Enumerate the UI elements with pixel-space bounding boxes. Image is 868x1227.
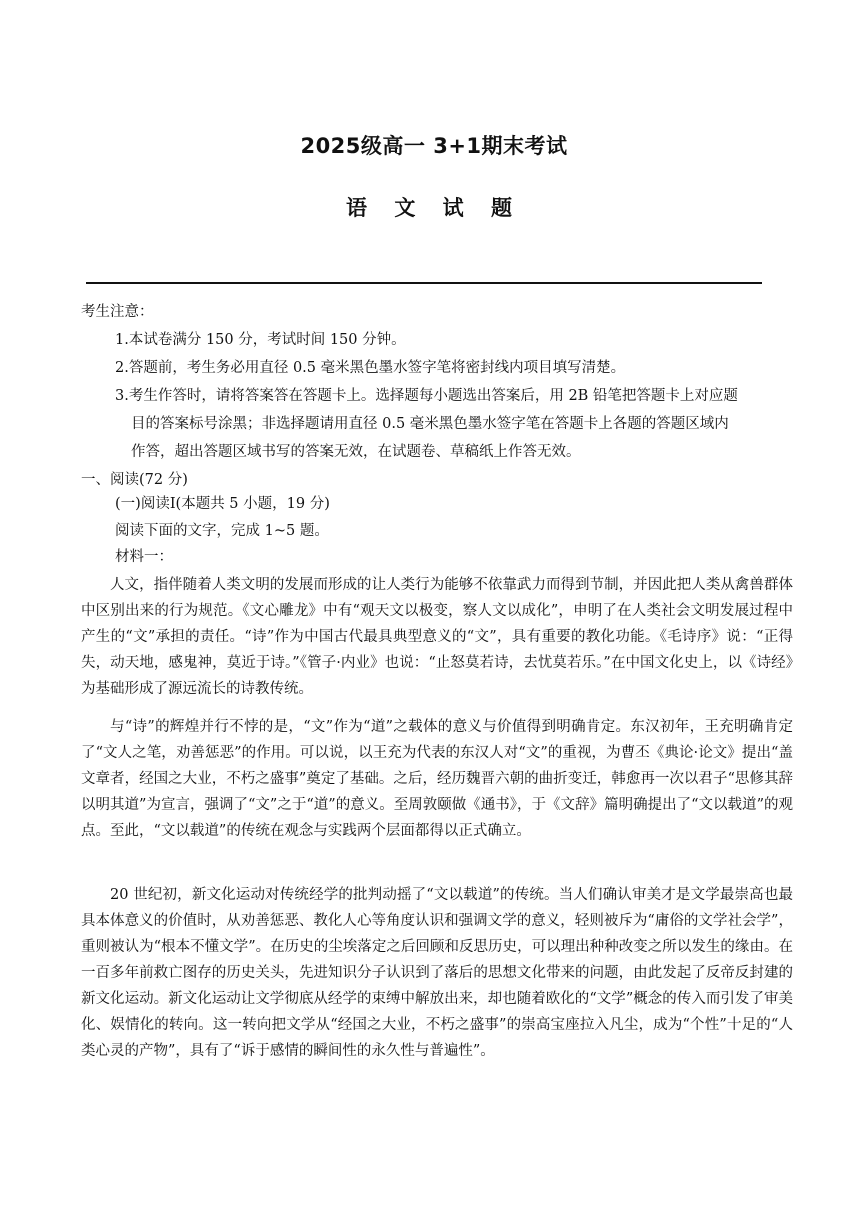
notice-heading: 考生注意：	[81, 304, 154, 320]
section-instruction: 阅读下面的文字，完成 1~5 题。	[115, 523, 329, 539]
passage-paragraph-3: 20 世纪初，新文化运动对传统经学的批判动摇了“文以载道”的传统。当人们确认审美才是文学最崇高也最具本体意义的价值时，从劝善惩恶、教化人心等角度认识和强调文学的意义，轻则被斥为“庸俗的文学社会学”，重则被认为“根本不懂文学”。在历史的尘埃落定之后回顾和反思历史，可以理出种种改变之所以发生的缘由。在一百多年前救亡图存的历史关头，先进知识分子认识到了落后的思想文化带来的问题，由此发起了反帝反封建的新文化运动。新文化运动让文学彻底从经学的束缚中解放出来，却也随着欧化的“文学”概念的传入而引发了审美化、娱情化的转向。这一转向把文学从“经国之大业，不朽之盛事”的崇高宝座拉入凡尘，成为“个性”十足的“人类心灵的产物”，具有了“诉于感情的瞬间性的永久性与普遍性”。	[81, 887, 793, 1059]
notice-item-3-line-3: 作答，超出答题区域书写的答案无效，在试题卷、草稿纸上作答无效。	[131, 444, 581, 460]
notice-item-1: 1.本试卷满分 150 分，考试时间 150 分钟。	[115, 332, 406, 348]
header-divider	[86, 282, 762, 284]
notice-item-2: 2.答题前，考生务必用直径 0.5 毫米黑色墨水签字笔将密封线内项目填写清楚。	[115, 360, 626, 376]
passage-paragraph-1: 人文，指伴随着人类文明的发展而形成的让人类行为能够不依靠武力而得到节制，并因此把人类从禽兽群体中区别出来的行为规范。《文心雕龙》中有“观天文以极变，察人文以成化”，申明了在人类社会文明发展过程中产生的“文”承担的责任。“诗”作为中国古代最具典型意义的“文”，具有重要的教化功能。《毛诗序》说：“正得失，动天地，感鬼神，莫近于诗。”《管子·内业》也说：“止怒莫若诗，去忧莫若乐。”在中国文化史上，以《诗经》为基础形成了源远流长的诗教传统。	[81, 577, 793, 697]
notice-item-3-line-1: 3.考生作答时，请将答案答在答题卡上。选择题每小题选出答案后，用 2B 铅笔把答题卡上对应题	[115, 388, 738, 404]
notice-item-3-line-2: 目的答案标号涂黑；非选择题请用直径 0.5 毫米黑色墨水签字笔在答题卡上各题的答题区域内	[131, 416, 729, 432]
exam-title: 2025级高一 3+1期末考试	[300, 134, 568, 158]
section-sub-heading: (一)阅读Ⅰ(本题共 5 小题，19 分)	[115, 496, 330, 512]
subject-title: 语 文 试 题	[346, 196, 522, 220]
passage-paragraph-2: 与“诗”的辉煌并行不悖的是，“文”作为“道”之载体的意义与价值得到明确肯定。东汉初年，王充明确肯定了“文人之笔，劝善惩恶”的作用。可以说，以王充为代表的东汉人对“文”的重视，为曹丕《典论·论文》提出“盖文章者，经国之大业，不朽之盛事”奠定了基础。之后，经历魏晋六朝的曲折变迁，韩愈再一次以君子“思修其辞以明其道”为宣言，强调了“文”之于“道”的意义。至周敦颐做《通书》，于《文辞》篇明确提出了“文以载道”的观点。至此，“文以载道”的传统在观念与实践两个层面都得以正式确立。	[81, 719, 793, 839]
section-heading: 一、阅读(72 分)	[81, 472, 188, 488]
material-label: 材料一：	[115, 549, 173, 565]
